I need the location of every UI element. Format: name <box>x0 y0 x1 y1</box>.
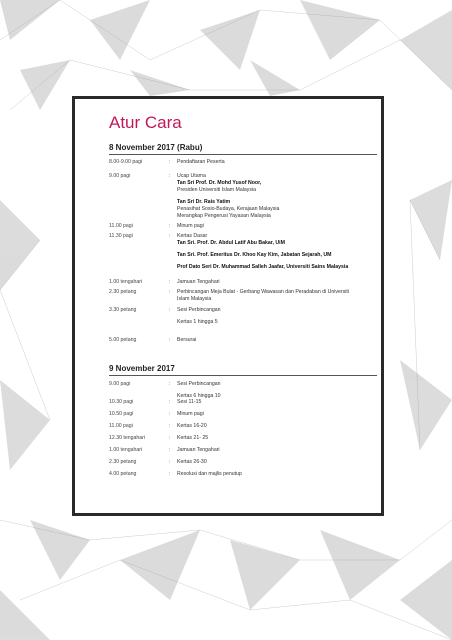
separator-colon: : <box>169 279 171 285</box>
schedule-time: 11.00 pagi <box>109 423 133 429</box>
separator-colon: : <box>169 411 171 417</box>
day2-heading: 9 November 2017 <box>109 364 175 373</box>
schedule-time: 1.00 tengahari <box>109 279 143 285</box>
schedule-activity <box>177 411 377 418</box>
schedule-activity <box>177 381 377 400</box>
day1-heading: 8 November 2017 (Rabu) <box>109 143 203 152</box>
schedule-time: 1.00 tengahari <box>109 447 143 453</box>
speaker-name: Tan Sri Dr. Rais Yatim <box>177 199 231 205</box>
activity-text: Kertas 6 hingga 10 <box>177 393 221 399</box>
activity-text: Bersurai <box>177 337 197 343</box>
schedule-activity <box>177 307 377 326</box>
schedule-activity <box>177 459 377 466</box>
separator-colon: : <box>169 223 171 229</box>
schedule-time: 8.00-9.00 pagi <box>109 159 143 165</box>
schedule-time: 9.00 pagi <box>109 381 131 387</box>
schedule-time: 10.50 pagi <box>109 411 134 417</box>
separator-colon: : <box>169 381 171 387</box>
activity-text: Perbincangan Meja Bulat - Gerbang Wawasan dan Peradaban di Universiti <box>177 289 349 295</box>
day1-divider <box>109 154 377 155</box>
schedule-time: 9.00 pagi <box>109 173 131 179</box>
schedule-time: 5.00 petang <box>109 337 137 343</box>
schedule-activity <box>177 435 377 442</box>
schedule-time: 3.30 petang <box>109 307 137 313</box>
activity-text: Jamuan Tengahari <box>177 447 220 453</box>
separator-colon: : <box>169 173 171 179</box>
activity-text: Kertas 21- 25 <box>177 435 209 441</box>
activity-text: Sesi 11-15 <box>177 399 202 405</box>
schedule-time: 11.30 pagi <box>109 233 133 239</box>
separator-colon: : <box>169 289 171 295</box>
activity-text: Sesi Perbincangan <box>177 307 221 313</box>
activity-text: Sesi Perbincangan <box>177 381 221 387</box>
separator-colon: : <box>169 423 171 429</box>
schedule-activity <box>177 447 377 454</box>
separator-colon: : <box>169 447 171 453</box>
activity-text: Minum pagi <box>177 223 204 229</box>
speaker-name: Tan Sri Prof. Dr. Mohd Yusof Noor, <box>177 180 262 186</box>
separator-colon: : <box>169 399 171 405</box>
schedule-activity <box>177 279 377 286</box>
schedule-time: 2.30 petang <box>109 459 137 465</box>
schedule-activity <box>177 159 377 166</box>
programme-panel <box>72 96 384 516</box>
separator-colon: : <box>169 337 171 343</box>
schedule-activity <box>177 233 377 271</box>
schedule-activity <box>177 289 377 303</box>
day2-divider <box>109 375 377 376</box>
separator-colon: : <box>169 459 171 465</box>
activity-text: Penasihat Sosio-Budaya, Kerajaan Malaysia <box>177 206 280 212</box>
separator-colon: : <box>169 307 171 313</box>
speaker-name: Tan Sri. Prof. Emeritus Dr. Khoo Kay Kim, Jabatan Sejarah, UM <box>177 252 332 258</box>
activity-text: Merangkap Pengerusi Yayasan Malaysia <box>177 213 271 219</box>
activity-text: Ucap Utama <box>177 173 206 179</box>
separator-colon: : <box>169 471 171 477</box>
schedule-activity <box>177 223 377 230</box>
schedule-time: 11.00 pagi <box>109 223 133 229</box>
separator-colon: : <box>169 233 171 239</box>
schedule-time: 10.30 pagi <box>109 399 134 405</box>
activity-text: Pendaftaran Peserta <box>177 159 225 165</box>
separator-colon: : <box>169 159 171 165</box>
schedule-activity <box>177 399 377 406</box>
speaker-name: Tan Sri. Prof. Dr. Abdul Latif Abu Bakar, UiM <box>177 240 285 246</box>
activity-text: Kertas 26-30 <box>177 459 207 465</box>
activity-text: Kertas Dasar <box>177 233 208 239</box>
schedule-activity <box>177 471 377 478</box>
separator-colon: : <box>169 435 171 441</box>
activity-text: Presiden Universiti Islam Malaysia <box>177 187 256 193</box>
schedule-activity <box>177 423 377 430</box>
schedule-time: 12.30 tengahari <box>109 435 146 441</box>
schedule-activity <box>177 173 377 220</box>
activity-text: Kertas 1 hingga 5 <box>177 319 218 325</box>
activity-text: Minum pagi <box>177 411 204 417</box>
speaker-name: Prof Dato Seri Dr. Muhammad Salleh Jaafar, Universiti Sains Malaysia <box>177 264 349 270</box>
schedule-time: 4.00 petang <box>109 471 137 477</box>
schedule-activity <box>177 337 377 344</box>
activity-text: Islam Malaysia <box>177 296 212 302</box>
activity-text: Kertas 16-20 <box>177 423 207 429</box>
page-title: Atur Cara <box>109 113 182 132</box>
schedule-time: 2.30 petang <box>109 289 137 295</box>
activity-text: Jamuan Tengahari <box>177 279 220 285</box>
activity-text: Resolusi dan majlis penutup <box>177 471 242 477</box>
